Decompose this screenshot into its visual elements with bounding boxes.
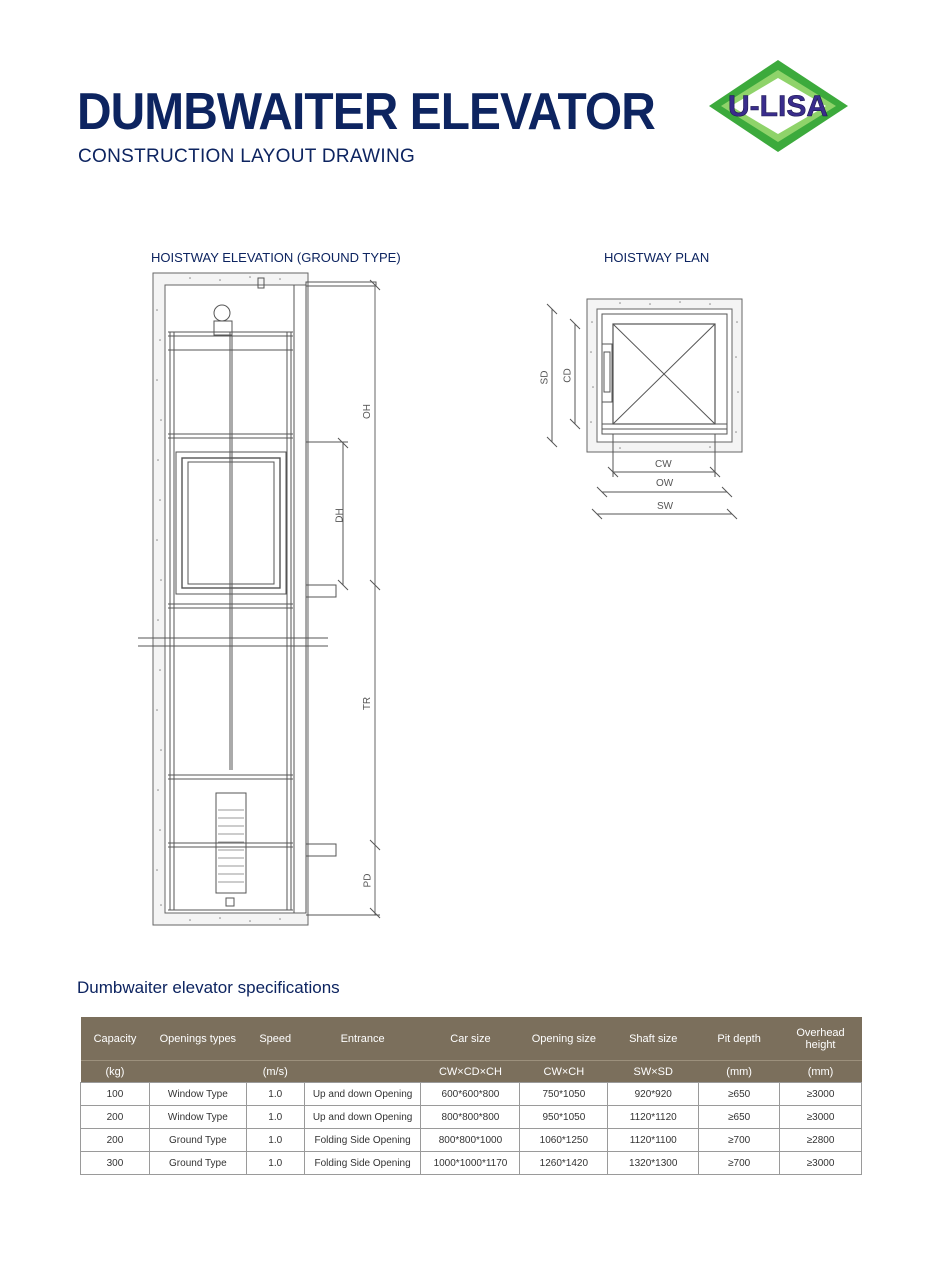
table-cell: 200 (81, 1106, 150, 1129)
table-cell: Up and down Opening (304, 1083, 421, 1106)
header-cell: Car size (421, 1017, 520, 1061)
specs-title: Dumbwaiter elevator specifications (77, 978, 340, 997)
table-cell: 1260*1420 (520, 1152, 608, 1175)
table-row (81, 1106, 862, 1129)
dim-oh-label: OH (362, 404, 373, 419)
table-cell: 750*1050 (520, 1083, 608, 1106)
table-cell: ≥3000 (780, 1083, 862, 1106)
table-cell: ≥650 (699, 1106, 780, 1129)
table-cell: 200 (81, 1129, 150, 1152)
table-cell: ≥3000 (780, 1106, 862, 1129)
table-cell: Ground Type (149, 1152, 246, 1175)
table-row (81, 1129, 862, 1152)
unit-cell: (mm) (780, 1061, 862, 1083)
dim-pd-label: PD (362, 873, 374, 888)
specs-header-row (81, 1017, 862, 1061)
hoistway-elevation-drawing (130, 270, 390, 935)
table-cell: ≥2800 (780, 1129, 862, 1152)
unit-cell: (kg) (81, 1061, 150, 1083)
unit-cell: CW×CD×CH (421, 1061, 520, 1083)
table-cell: 1000*1000*1170 (421, 1152, 520, 1175)
table-cell: 800*800*800 (421, 1106, 520, 1129)
table-cell: ≥700 (699, 1152, 780, 1175)
dim-dh-label: DH (334, 508, 346, 523)
unit-cell: SW×SD (608, 1061, 699, 1083)
table-cell: 1.0 (246, 1083, 304, 1106)
dim-cd-label: CD (562, 368, 574, 383)
table-cell: Ground Type (149, 1129, 246, 1152)
unit-cell: CW×CH (520, 1061, 608, 1083)
header-cell: Overhead height (780, 1017, 862, 1061)
header-cell: Opening size (520, 1017, 608, 1061)
specs-units-row (81, 1061, 862, 1083)
page-subtitle: CONSTRUCTION LAYOUT DRAWING (78, 146, 416, 167)
table-cell: 920*920 (608, 1083, 699, 1106)
table-cell: 100 (81, 1083, 150, 1106)
dim-sw-label: SW (657, 501, 674, 512)
table-cell: 1.0 (246, 1106, 304, 1129)
unit-cell: (mm) (699, 1061, 780, 1083)
table-cell: Folding Side Opening (304, 1129, 421, 1152)
table-cell: 1.0 (246, 1152, 304, 1175)
header-cell: Entrance (304, 1017, 421, 1061)
header-cell: Shaft size (608, 1017, 699, 1061)
table-cell: 1060*1250 (520, 1129, 608, 1152)
dim-ow-label: OW (656, 478, 674, 489)
table-cell: ≥3000 (780, 1152, 862, 1175)
table-cell: 1.0 (246, 1129, 304, 1152)
unit-cell (304, 1061, 421, 1083)
u-lisa-logo (706, 58, 851, 154)
dim-sd-label: SD (539, 370, 551, 385)
page-title: DUMBWAITER ELEVATOR (77, 83, 655, 141)
table-cell: 300 (81, 1152, 150, 1175)
header-cell: Pit depth (699, 1017, 780, 1061)
table-cell: Window Type (149, 1083, 246, 1106)
table-row (81, 1152, 862, 1175)
table-cell: 800*800*1000 (421, 1129, 520, 1152)
table-cell: 950*1050 (520, 1106, 608, 1129)
plan-title: HOISTWAY PLAN (604, 250, 710, 265)
table-cell: ≥700 (699, 1129, 780, 1152)
unit-cell (149, 1061, 246, 1083)
hoistway-plan-drawing (530, 292, 750, 522)
header-cell: Speed (246, 1017, 304, 1061)
table-cell: 600*600*800 (421, 1083, 520, 1106)
table-cell: 1120*1100 (608, 1129, 699, 1152)
table-cell: Folding Side Opening (304, 1152, 421, 1175)
table-cell: ≥650 (699, 1083, 780, 1106)
table-cell: 1320*1300 (608, 1152, 699, 1175)
logo-text: U-LISA (728, 90, 828, 123)
dim-tr-label: TR (362, 696, 374, 711)
specs-table (80, 1017, 862, 1175)
unit-cell: (m/s) (246, 1061, 304, 1083)
table-cell: Up and down Opening (304, 1106, 421, 1129)
table-row (81, 1083, 862, 1106)
elevation-title: HOISTWAY ELEVATION (GROUND TYPE) (151, 250, 401, 265)
header-cell: Capacity (81, 1017, 150, 1061)
header-cell: Openings types (149, 1017, 246, 1061)
dim-cw-label: CW (655, 459, 672, 470)
table-cell: 1120*1120 (608, 1106, 699, 1129)
table-cell: Window Type (149, 1106, 246, 1129)
